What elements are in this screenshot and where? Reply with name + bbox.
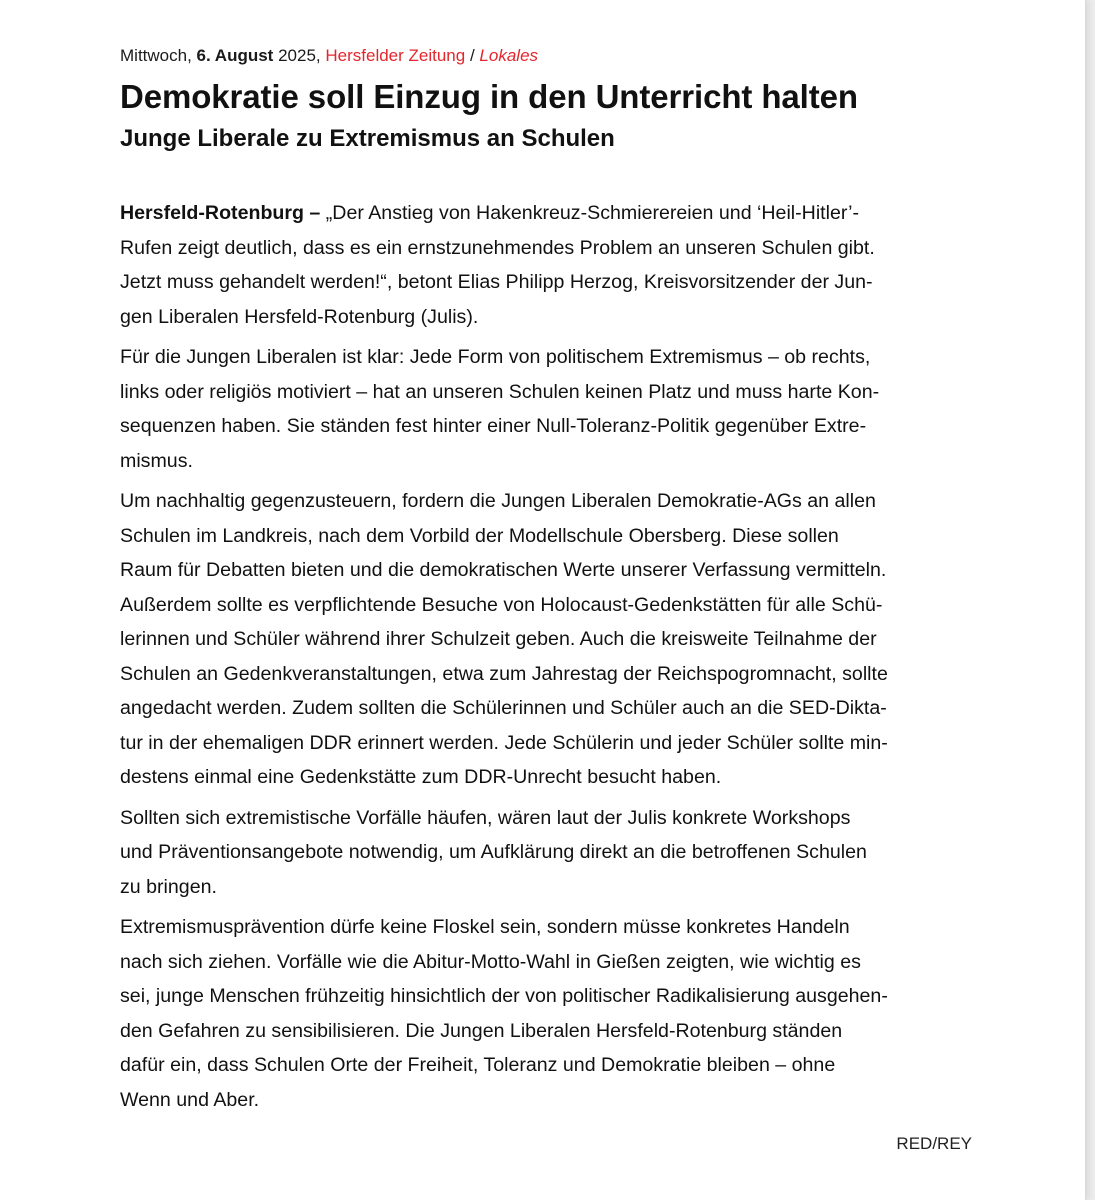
paragraph-5-line-4: den Gefahren zu sensibilisieren. Die Jungen Liberalen Hersfeld-Rotenburg ständen (120, 1019, 843, 1042)
article-body (120, 196, 972, 1117)
paragraph-3-line-8: tur in der ehemaligen DDR erinnert werden. Jede Schülerin und jeder Schüler sollte min- (120, 731, 888, 754)
paragraph-3-line-1: Um nachhaltig gegenzusteuern, fordern die Jungen Liberalen Demokratie-AGs an allen (120, 490, 876, 512)
paragraph-3 (120, 484, 972, 795)
paragraph-3-line-3: Raum für Debatten bieten und die demokratischen Werte unserer Verfassung vermitteln. (120, 559, 887, 581)
paragraph-4-line-2: und Präventionsangebote notwendig, um Aufklärung direkt an die betroffenen Schulen (120, 841, 867, 863)
paragraph-5 (120, 910, 972, 1117)
paragraph-2-line-4: mismus. (120, 449, 193, 472)
publication-name: Hersfelder Zeitung (325, 46, 466, 65)
paragraph-5-line-2: nach sich ziehen. Vorfälle wie die Abitur-Motto-Wahl in Gießen zeigten, wie wichtig es (120, 950, 861, 973)
paragraph-2 (120, 340, 972, 478)
paragraph-4-line-3: zu bringen. (120, 875, 217, 898)
paragraph-3-line-7: angedacht werden. Zudem sollten die Schülerinnen und Schüler auch an die SED-Dikta- (120, 697, 887, 719)
paragraph-3-line-6: Schulen an Gedenkveranstaltungen, etwa zum Jahrestag der Reichspogromnacht, sollte (120, 662, 888, 685)
article-container (120, 44, 972, 1153)
lead-location: Hersfeld-Rotenburg – (120, 202, 321, 224)
year: 2025, (278, 46, 321, 65)
paragraph-1-line-3: Jetzt muss gehandelt werden!“, betont Elias Philipp Herzog, Kreisvorsitzender der Jun- (120, 271, 873, 293)
author-credit: RED/REY (896, 1134, 972, 1153)
dateline-separator: / (469, 46, 475, 65)
section-name: Lokales (479, 46, 539, 65)
paragraph-2-line-1: Für die Jungen Liberalen ist klar: Jede Form von politischem Extremismus – ob rechts, (120, 346, 871, 368)
paragraph-5-line-6: Wenn und Aber. (120, 1088, 260, 1111)
dateline (120, 44, 972, 68)
headline: Demokratie soll Einzug in den Unterricht halten (120, 78, 858, 115)
paragraph-2-line-2: links oder religiös motiviert – hat an unseren Schulen keinen Platz und muss harte Kon- (120, 380, 880, 403)
paragraph-1-line-4: gen Liberalen Hersfeld-Rotenburg (Julis). (120, 305, 479, 328)
paragraph-1 (120, 196, 972, 334)
subheadline: Junge Liberale zu Extremismus an Schulen (120, 125, 615, 152)
paragraph-2-line-3: sequenzen haben. Sie ständen fest hinter einer Null-Toleranz-Politik gegenüber Extre- (120, 415, 867, 437)
paragraph-3-line-2: Schulen im Landkreis, nach dem Vorbild der Modellschule Obersberg. Diese sollen (120, 524, 839, 547)
paragraph-5-line-1: Extremismusprävention dürfe keine Floskel sein, sondern müsse konkretes Handeln (120, 916, 850, 938)
paragraph-3-line-4: Außerdem sollte es verpflichtende Besuche von Holocaust-Gedenkstätten für alle Schü- (120, 593, 883, 616)
paragraph-5-line-3: sei, junge Menschen frühzeitig hinsichtlich der von politischer Radikalisierung ausgehen- (120, 985, 888, 1007)
paragraph-5-line-5: dafür ein, dass Schulen Orte der Freiheit, Toleranz und Demokratie bleiben – ohne (120, 1054, 836, 1076)
paragraph-3-line-9: destens einmal eine Gedenkstätte zum DDR-Unrecht besucht haben. (120, 766, 722, 788)
paragraph-4 (120, 801, 972, 905)
paragraph-4-line-1: Sollten sich extremistische Vorfälle häufen, wären laut der Julis konkrete Workshops (120, 806, 851, 829)
paragraph-3-line-5: lerinnen und Schüler während ihrer Schulzeit geben. Auch die kreisweite Teilnahme der (120, 628, 877, 650)
paragraph-1-line-2: Rufen zeigt deutlich, dass es ein ernstzunehmendes Problem an unseren Schulen gibt. (120, 236, 875, 259)
date: 6. August (196, 46, 274, 65)
paragraph-1-line-1-text: „Der Anstieg von Hakenkreuz-Schmierereien und ‘Heil-Hitler’- (325, 202, 859, 224)
paragraph-1-line-1 (120, 196, 972, 231)
weekday: Mittwoch, (120, 46, 192, 65)
